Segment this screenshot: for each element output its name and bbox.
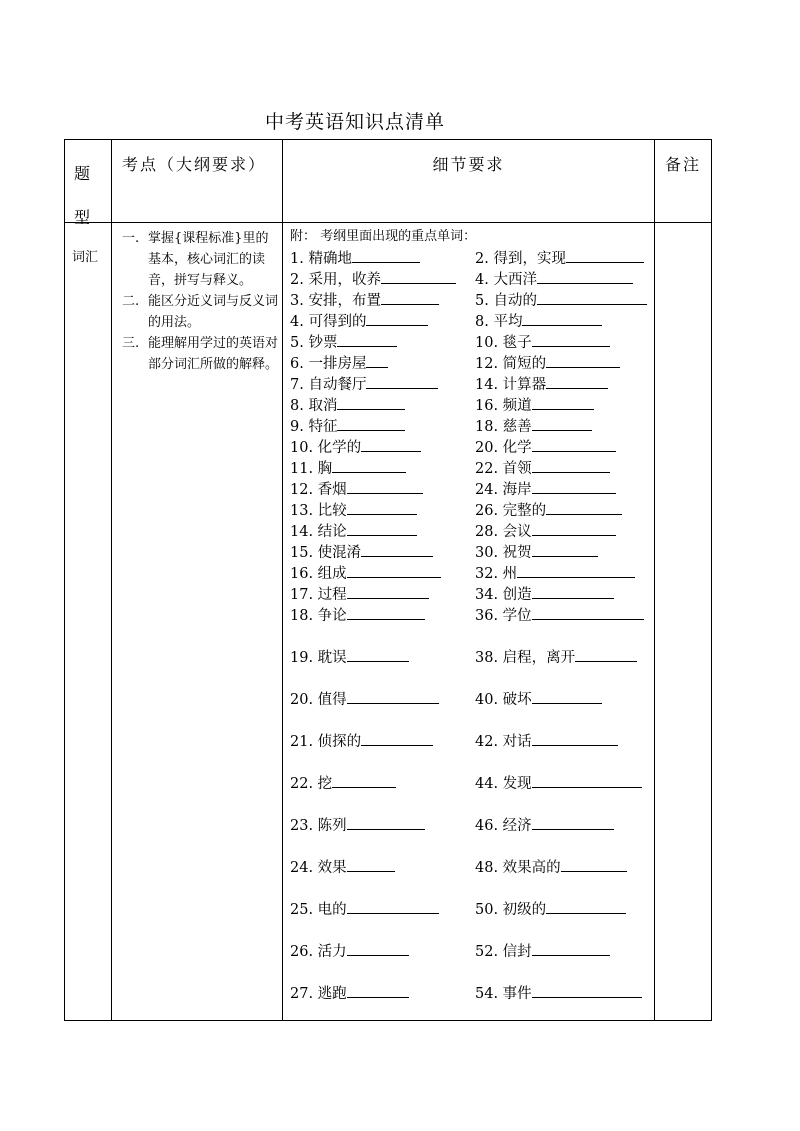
word-item [290,983,409,1004]
answer-blank [532,479,616,494]
word-text: 32. 州 [475,566,518,582]
answer-blank [532,458,610,473]
word-text: 20. 值得 [290,692,347,708]
word-item [475,311,602,332]
word-item [290,584,429,605]
word-row [290,290,655,311]
word-row [290,500,655,521]
requirement-text: 掌握{课程标准}里的基本，核心词汇的读音，拼写与释义。 [148,231,269,288]
word-text: 46. 经济 [475,818,532,834]
word-row [290,479,655,500]
header-type: 题型 [74,164,93,227]
word-text: 48. 效果高的 [475,860,561,876]
word-text: 12. 简短的 [475,356,547,372]
word-text: 16. 组成 [290,566,347,582]
word-text: 15. 使混淆 [290,545,362,561]
word-row [290,311,655,332]
table-border-right [711,139,712,1021]
word-text: 28. 会议 [475,524,532,540]
word-item [475,521,616,542]
word-item [290,353,388,374]
requirement-number: 二. [122,294,140,309]
answer-blank [347,647,409,662]
word-text: 8. 取消 [290,398,338,414]
word-text: 22. 首领 [475,461,532,477]
word-text: 13. 比较 [290,503,347,519]
page-title: 中考英语知识点清单 [264,111,445,133]
word-row [290,521,655,542]
answer-blank [366,374,438,389]
answer-blank [561,857,627,872]
answer-blank [332,458,406,473]
word-item [290,941,409,962]
word-item [475,500,622,521]
word-text: 10. 毯子 [475,335,532,351]
word-text: 7. 自动餐厅 [290,377,367,393]
word-text: 40. 破坏 [475,692,532,708]
word-item [290,605,425,626]
answer-blank [366,353,388,368]
word-text: 8. 平均 [475,314,523,330]
word-text: 26. 活力 [290,944,347,960]
word-text: 4. 可得到的 [290,314,367,330]
word-item [475,689,602,710]
word-text: 27. 逃跑 [290,986,347,1002]
word-text: 21. 侦探的 [290,734,362,750]
word-item [475,899,626,920]
requirement-text: 能理解用学过的英语对部分词汇所做的解释。 [148,336,279,372]
answer-blank [332,773,396,788]
answer-blank [532,416,592,431]
word-text: 24. 效果 [290,860,347,876]
word-item [290,374,438,395]
word-row [290,563,655,584]
word-item [475,437,616,458]
word-item [475,773,642,794]
word-item [290,332,397,353]
word-item [290,857,395,878]
word-text: 6. 一排房屋 [290,356,367,372]
word-text: 38. 启程，离开 [475,650,576,666]
word-item [290,416,405,437]
vocabulary-note: 附： 考纲里面出现的重点单词： [290,229,477,244]
table-border-top [64,139,712,140]
answer-blank [532,689,602,704]
word-text: 23. 陈列 [290,818,347,834]
word-item [475,857,627,878]
word-item [475,479,616,500]
word-item [290,395,405,416]
answer-blank [347,521,417,536]
word-row [290,353,655,374]
word-row [290,857,655,899]
word-item [475,332,610,353]
answer-blank [517,563,635,578]
row-type-label: 词汇 [72,250,99,265]
answer-blank [546,353,620,368]
word-text: 24. 海岸 [475,482,532,498]
answer-blank [381,290,439,305]
word-item [475,416,592,437]
word-row [290,689,655,731]
word-text: 19. 耽误 [290,650,347,666]
word-item [290,731,433,752]
answer-blank [337,332,397,347]
word-item [290,773,396,794]
answer-blank [347,857,395,872]
word-row [290,437,655,458]
requirement-number: 一. [122,231,140,246]
answer-blank [546,500,622,515]
answer-blank [347,563,441,578]
answer-blank [532,542,598,557]
word-item [475,584,614,605]
word-item [475,353,620,374]
word-item [290,500,417,521]
answer-blank [347,479,423,494]
answer-blank [347,689,439,704]
answer-blank [532,437,616,452]
answer-blank [381,269,456,284]
word-row [290,731,655,773]
word-text: 18. 争论 [290,608,347,624]
word-item [475,269,633,290]
requirement-number: 三. [122,336,140,351]
word-text: 11. 胸 [290,461,333,477]
answer-blank [337,416,405,431]
word-item [475,815,614,836]
vocabulary-list [290,228,655,1025]
word-row [290,542,655,563]
header-details: 细节要求 [432,155,505,174]
word-text: 2. 采用，收养 [290,272,381,288]
word-item [290,437,421,458]
word-item [475,647,637,668]
word-row [290,374,655,395]
word-item [475,395,594,416]
column-divider-2 [282,139,283,1021]
answer-blank [532,605,644,620]
word-item [475,374,608,395]
answer-blank [366,311,428,326]
header-points: 考点（大纲要求） [122,155,267,174]
word-item [290,563,441,584]
word-item [290,248,420,269]
word-text: 17. 过程 [290,587,347,603]
answer-blank [537,269,633,284]
word-row [290,332,655,353]
word-item [290,290,439,311]
answer-blank [546,374,608,389]
word-item [290,815,425,836]
word-text: 20. 化学 [475,440,532,456]
answer-blank [532,584,614,599]
word-item [475,290,647,311]
word-item [475,731,618,752]
word-row [290,899,655,941]
word-text: 16. 频道 [475,398,532,414]
word-text: 50. 初级的 [475,902,547,918]
answer-blank [532,983,642,998]
requirement-item [122,291,280,333]
requirements-list [122,228,280,375]
word-row [290,584,655,605]
word-item [290,689,439,710]
word-text: 1. 精确地 [290,251,352,267]
answer-blank [347,941,409,956]
word-text: 5. 自动的 [475,293,537,309]
word-text: 25. 电的 [290,902,347,918]
word-row [290,983,655,1025]
word-text: 44. 发现 [475,776,532,792]
answer-blank [532,395,594,410]
answer-blank [532,521,616,536]
header-remarks: 备注 [664,155,701,174]
answer-blank [532,731,618,746]
answer-blank [566,248,644,263]
word-text: 2. 得到，实现 [475,251,566,267]
answer-blank [537,290,647,305]
answer-blank [347,899,439,914]
word-text: 36. 学位 [475,608,532,624]
word-item [475,458,610,479]
answer-blank [361,731,433,746]
word-text: 5. 钞票 [290,335,338,351]
header-row-divider [64,222,712,223]
word-item [475,941,610,962]
answer-blank [347,605,425,620]
word-row [290,941,655,983]
word-text: 22. 挖 [290,776,333,792]
answer-blank [337,395,405,410]
answer-blank [532,332,610,347]
word-text: 26. 完整的 [475,503,547,519]
word-text: 30. 祝贺 [475,545,532,561]
word-row [290,416,655,437]
word-text: 34. 创造 [475,587,532,603]
word-item [290,647,409,668]
word-item [475,563,635,584]
word-text: 4. 大西洋 [475,272,537,288]
requirement-item [122,333,280,375]
word-text: 9. 特征 [290,419,338,435]
word-text: 42. 对话 [475,734,532,750]
word-item [475,605,644,626]
word-item [290,899,439,920]
word-row [290,773,655,815]
word-item [290,458,406,479]
word-row [290,605,655,647]
word-text: 12. 香烟 [290,482,347,498]
word-row [290,815,655,857]
word-item [290,542,433,563]
word-row [290,647,655,689]
word-row [290,248,655,269]
answer-blank [347,584,429,599]
answer-blank [532,773,642,788]
word-item [475,983,642,1004]
answer-blank [532,941,610,956]
column-divider-1 [111,139,112,1021]
answer-blank [532,815,614,830]
answer-blank [361,542,433,557]
word-item [475,248,644,269]
word-text: 54. 事件 [475,986,532,1002]
word-row [290,458,655,479]
word-row [290,269,655,290]
answer-blank [575,647,637,662]
word-item [290,311,428,332]
word-text: 14. 结论 [290,524,347,540]
answer-blank [347,983,409,998]
answer-blank [361,437,421,452]
word-text: 3. 安排，布置 [290,293,381,309]
answer-blank [546,899,626,914]
word-item [290,269,456,290]
requirement-text: 能区分近义词与反义词的用法。 [148,294,279,330]
table-border-left [64,139,65,1021]
answer-blank [347,500,417,515]
word-text: 10. 化学的 [290,440,362,456]
word-text: 52. 信封 [475,944,532,960]
word-text: 14. 计算器 [475,377,547,393]
answer-blank [522,311,602,326]
word-row [290,395,655,416]
word-text: 18. 慈善 [475,419,532,435]
word-item [475,542,598,563]
requirement-item [122,228,280,291]
word-item [290,521,417,542]
answer-blank [352,248,420,263]
word-item [290,479,423,500]
answer-blank [347,815,425,830]
word-rows [290,248,655,1025]
